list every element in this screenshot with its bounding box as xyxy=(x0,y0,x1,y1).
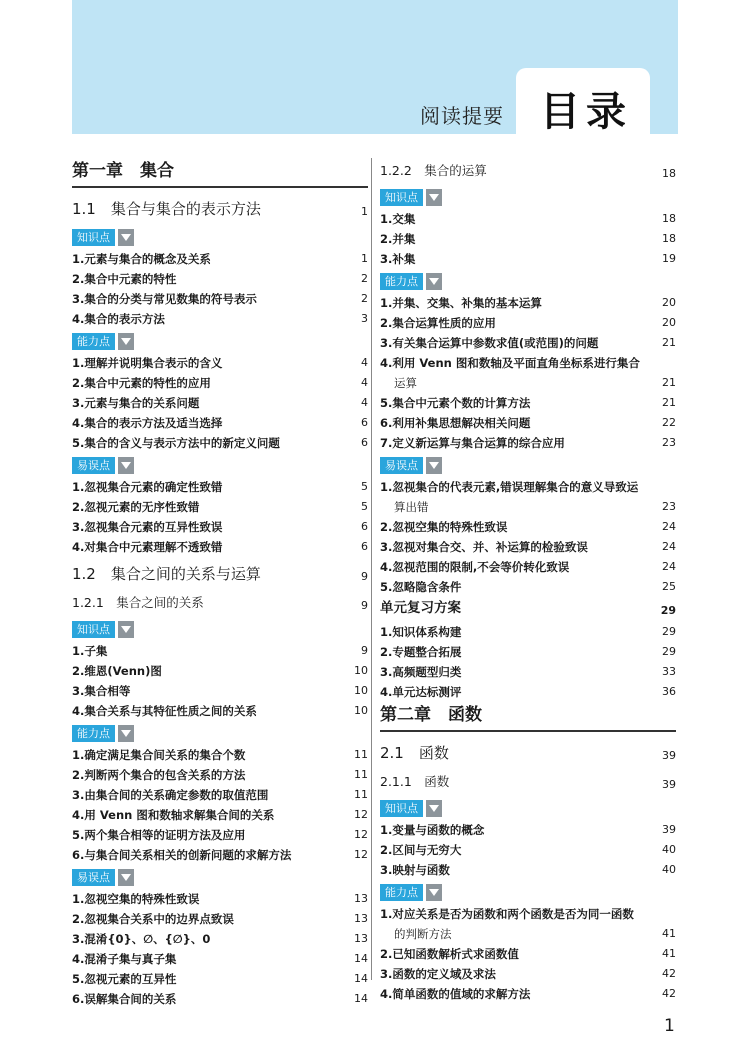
toc-entry-continued[interactable] xyxy=(380,373,676,393)
toc-entry[interactable] xyxy=(380,333,676,353)
entry-title: 1.忽视空集的特殊性致误 xyxy=(72,892,200,906)
entry-page: 12 xyxy=(354,848,368,861)
entry-title: 6.与集合间关系相关的创新问题的求解方法 xyxy=(72,848,292,862)
entry-title: 7.定义新运算与集合运算的综合应用 xyxy=(380,436,565,450)
triangle-down-icon xyxy=(426,800,442,817)
category-tag xyxy=(72,724,368,743)
entry-page: 18 xyxy=(662,212,676,225)
section-heading[interactable] xyxy=(72,196,368,225)
section-heading[interactable] xyxy=(380,740,676,769)
entry-title: 3.忽视集合元素的互异性致误 xyxy=(72,520,223,534)
entry-page: 5 xyxy=(361,500,368,513)
entry-page: 9 xyxy=(361,644,368,657)
toc-entry[interactable] xyxy=(72,661,368,681)
toc-entry[interactable] xyxy=(380,293,676,313)
entry-title: 1.变量与函数的概念 xyxy=(380,823,485,837)
entry-title: 6.利用补集思想解决相关问题 xyxy=(380,416,531,430)
entry-page: 20 xyxy=(662,296,676,309)
entry-title: 2.专题整合拓展 xyxy=(380,645,462,659)
entry-page: 24 xyxy=(662,540,676,553)
entry-page: 40 xyxy=(662,843,676,856)
entry-page: 29 xyxy=(662,625,676,638)
entry-page: 1 xyxy=(361,252,368,265)
entry-title: 5.忽视元素的互异性 xyxy=(72,972,177,986)
banner-subtitle: 阅读提要 xyxy=(420,104,504,128)
entry-title: 4.简单函数的值域的求解方法 xyxy=(380,987,531,1001)
toc-entry[interactable] xyxy=(72,289,368,309)
entry-title: 3.忽视对集合交、并、补运算的检验致误 xyxy=(380,540,588,554)
category-tag xyxy=(380,799,676,818)
toc-entry[interactable] xyxy=(72,825,368,845)
entry-title: 第一章 集合 xyxy=(72,161,174,181)
category-tag xyxy=(380,456,676,475)
toc-entry[interactable] xyxy=(380,209,676,229)
toc-entry[interactable] xyxy=(72,497,368,517)
entry-page: 42 xyxy=(662,967,676,980)
entry-title: 3.由集合间的关系确定参数的取值范围 xyxy=(72,788,269,802)
entry-page: 11 xyxy=(354,748,368,761)
entry-title: 3.函数的定义域及求法 xyxy=(380,967,496,981)
entry-title: 1.2 集合之间的关系与运算 xyxy=(72,565,261,583)
toc-entry[interactable] xyxy=(72,929,368,949)
triangle-down-icon xyxy=(426,189,442,206)
entry-title: 1.忽视集合的代表元素,错误理解集合的意义导致运 xyxy=(380,480,639,494)
entry-title: 3.混淆{0}、∅、{∅}、0 xyxy=(72,932,211,946)
toc-entry[interactable] xyxy=(72,805,368,825)
entry-title: 1.元素与集合的概念及关系 xyxy=(72,252,211,266)
entry-page: 10 xyxy=(354,704,368,717)
toc-entry[interactable] xyxy=(380,944,676,964)
triangle-down-icon xyxy=(118,333,134,350)
entry-page: 21 xyxy=(662,336,676,349)
toc-entry[interactable] xyxy=(380,820,676,840)
toc-entry[interactable] xyxy=(380,682,676,702)
category-tag-label: 能力点 xyxy=(380,884,423,901)
entry-title: 4.集合的表示方法 xyxy=(72,312,165,326)
toc-entry[interactable] xyxy=(380,662,676,682)
entry-page: 21 xyxy=(662,376,676,389)
entry-page: 13 xyxy=(354,912,368,925)
toc-entry[interactable] xyxy=(72,949,368,969)
category-tag xyxy=(72,228,368,247)
category-tag xyxy=(380,272,676,291)
toc-right-column xyxy=(380,158,676,1004)
entry-title: 4.混淆子集与真子集 xyxy=(72,952,177,966)
entry-page: 11 xyxy=(354,788,368,801)
toc-entry[interactable] xyxy=(380,964,676,984)
toc-entry[interactable] xyxy=(72,909,368,929)
entry-title: 1.忽视集合元素的确定性致错 xyxy=(72,480,223,494)
triangle-down-icon xyxy=(426,884,442,901)
entry-title: 5.忽略隐含条件 xyxy=(380,580,462,594)
entry-page: 36 xyxy=(662,685,676,698)
entry-page: 6 xyxy=(361,520,368,533)
entry-title: 的判断方法 xyxy=(394,927,452,941)
entry-title: 1.确定满足集合间关系的集合个数 xyxy=(72,748,246,762)
entry-page: 6 xyxy=(361,436,368,449)
entry-page: 13 xyxy=(354,932,368,945)
entry-title: 1.对应关系是否为函数和两个函数是否为同一函数 xyxy=(380,907,634,921)
toc-entry[interactable] xyxy=(380,577,676,597)
toc-entry[interactable] xyxy=(380,537,676,557)
entry-title: 4.利用 Venn 图和数轴及平面直角坐标系进行集合 xyxy=(380,356,640,370)
toc-entry[interactable] xyxy=(380,984,676,1004)
entry-page: 29 xyxy=(660,604,676,617)
entry-page: 29 xyxy=(662,645,676,658)
entry-title: 4.对集合中元素理解不透致错 xyxy=(72,540,223,554)
toc-entry[interactable] xyxy=(380,642,676,662)
entry-title: 3.有关集合运算中参数求值(或范围)的问题 xyxy=(380,336,599,350)
toc-entry[interactable] xyxy=(72,517,368,537)
toc-entry[interactable] xyxy=(380,622,676,642)
category-tag xyxy=(72,868,368,887)
category-tag xyxy=(72,620,368,639)
entry-page: 41 xyxy=(662,927,676,940)
chapter-heading[interactable] xyxy=(380,702,676,732)
entry-page: 6 xyxy=(361,416,368,429)
entry-title: 1.交集 xyxy=(380,212,416,226)
triangle-down-icon xyxy=(118,725,134,742)
toc-entry[interactable] xyxy=(380,249,676,269)
triangle-down-icon xyxy=(118,229,134,246)
toc-entry[interactable] xyxy=(72,477,368,497)
toc-entry[interactable] xyxy=(380,393,676,413)
entry-page: 23 xyxy=(662,500,676,513)
entry-page: 25 xyxy=(662,580,676,593)
entry-title: 2.忽视空集的特殊性致误 xyxy=(380,520,508,534)
toc-entry[interactable] xyxy=(380,229,676,249)
category-tag-label: 能力点 xyxy=(380,273,423,290)
entry-title: 2.判断两个集合的包含关系的方法 xyxy=(72,768,246,782)
toc-entry[interactable] xyxy=(380,433,676,453)
toc-entry[interactable] xyxy=(380,413,676,433)
entry-page: 6 xyxy=(361,540,368,553)
subsection-heading[interactable] xyxy=(380,771,676,796)
toc-entry[interactable] xyxy=(72,433,368,453)
entry-page: 12 xyxy=(354,828,368,841)
category-tag-label: 能力点 xyxy=(72,333,115,350)
entry-title: 1.理解并说明集合表示的含义 xyxy=(72,356,223,370)
toc-entry[interactable] xyxy=(72,785,368,805)
entry-title: 2.1 函数 xyxy=(380,744,449,762)
toc-entry[interactable] xyxy=(72,393,368,413)
entry-page: 4 xyxy=(361,356,368,369)
toc-entry[interactable] xyxy=(72,989,368,1009)
subsection-heading[interactable] xyxy=(380,160,676,185)
category-tag-label: 知识点 xyxy=(380,189,423,206)
entry-page: 22 xyxy=(662,416,676,429)
toc-entry-continued[interactable] xyxy=(380,497,676,517)
toc-entry[interactable] xyxy=(380,517,676,537)
entry-page: 3 xyxy=(361,312,368,325)
column-divider xyxy=(371,158,372,980)
entry-title: 5.集合的含义与表示方法中的新定义问题 xyxy=(72,436,280,450)
entry-title: 4.单元达标测评 xyxy=(380,685,462,699)
toc-entry[interactable] xyxy=(72,765,368,785)
category-tag-label: 易误点 xyxy=(72,869,115,886)
entry-title: 2.区间与无穷大 xyxy=(380,843,462,857)
entry-page: 39 xyxy=(662,823,676,836)
entry-page: 18 xyxy=(662,232,676,245)
entry-page: 10 xyxy=(354,684,368,697)
entry-title: 2.集合中元素的特性 xyxy=(72,272,177,286)
entry-page: 19 xyxy=(662,252,676,265)
toc-entry[interactable] xyxy=(72,701,368,721)
entry-title: 1.2.1 集合之间的关系 xyxy=(72,595,204,610)
entry-page: 9 xyxy=(361,570,368,583)
entry-page: 9 xyxy=(361,599,368,612)
triangle-down-icon xyxy=(118,457,134,474)
toc-entry[interactable] xyxy=(72,413,368,433)
entry-page: 20 xyxy=(662,316,676,329)
toc-entry[interactable] xyxy=(72,353,368,373)
toc-entry[interactable] xyxy=(72,641,368,661)
entry-title: 2.集合运算性质的应用 xyxy=(380,316,496,330)
triangle-down-icon xyxy=(426,457,442,474)
category-tag xyxy=(72,332,368,351)
entry-page: 18 xyxy=(662,167,676,180)
toc-entry[interactable] xyxy=(72,537,368,557)
entry-title: 1.子集 xyxy=(72,644,108,658)
entry-title: 3.映射与函数 xyxy=(380,863,450,877)
category-tag-label: 易误点 xyxy=(380,457,423,474)
entry-title: 3.集合相等 xyxy=(72,684,131,698)
entry-title: 3.集合的分类与常见数集的符号表示 xyxy=(72,292,257,306)
entry-title: 3.高频题型归类 xyxy=(380,665,462,679)
toc-entry[interactable] xyxy=(72,745,368,765)
triangle-down-icon xyxy=(118,621,134,638)
chapter-heading[interactable] xyxy=(72,158,368,188)
toc-entry[interactable] xyxy=(380,840,676,860)
toc-entry[interactable] xyxy=(380,313,676,333)
entry-page: 14 xyxy=(354,952,368,965)
entry-page: 13 xyxy=(354,892,368,905)
toc-entry[interactable] xyxy=(72,309,368,329)
subsection-heading[interactable] xyxy=(72,592,368,617)
toc-entry[interactable] xyxy=(380,860,676,880)
category-tag-label: 能力点 xyxy=(72,725,115,742)
entry-title: 5.两个集合相等的证明方法及应用 xyxy=(72,828,246,842)
entry-title: 2.集合中元素的特性的应用 xyxy=(72,376,211,390)
toc-entry[interactable] xyxy=(72,373,368,393)
toc-left-column xyxy=(72,158,368,1009)
entry-page: 40 xyxy=(662,863,676,876)
entry-title: 4.集合关系与其特征性质之间的关系 xyxy=(72,704,257,718)
entry-title: 单元复习方案 xyxy=(380,600,461,616)
toc-entry[interactable] xyxy=(72,889,368,909)
entry-page: 2 xyxy=(361,272,368,285)
entry-title: 2.已知函数解析式求函数值 xyxy=(380,947,519,961)
entry-title: 4.忽视范围的限制,不会等价转化致误 xyxy=(380,560,570,574)
entry-page: 14 xyxy=(354,992,368,1005)
toc-entry[interactable] xyxy=(72,845,368,865)
entry-title: 4.集合的表示方法及适当选择 xyxy=(72,416,223,430)
entry-page: 11 xyxy=(354,768,368,781)
category-tag-label: 知识点 xyxy=(72,229,115,246)
entry-page: 4 xyxy=(361,396,368,409)
entry-title: 6.误解集合间的关系 xyxy=(72,992,177,1006)
entry-title: 3.补集 xyxy=(380,252,416,266)
toc-entry[interactable] xyxy=(380,353,676,373)
entry-title: 2.并集 xyxy=(380,232,416,246)
entry-title: 第二章 函数 xyxy=(380,705,482,725)
entry-page: 14 xyxy=(354,972,368,985)
entry-page: 12 xyxy=(354,808,368,821)
toc-entry[interactable] xyxy=(72,249,368,269)
entry-title: 1.2.2 集合的运算 xyxy=(380,163,487,178)
entry-title: 2.忽视元素的无序性致错 xyxy=(72,500,200,514)
toc-entry[interactable] xyxy=(380,904,676,924)
entry-page: 39 xyxy=(662,778,676,791)
category-tag xyxy=(380,883,676,902)
entry-page: 21 xyxy=(662,396,676,409)
entry-page: 41 xyxy=(662,947,676,960)
entry-title: 1.1 集合与集合的表示方法 xyxy=(72,200,261,218)
entry-page: 5 xyxy=(361,480,368,493)
category-tag-label: 知识点 xyxy=(72,621,115,638)
toc-entry[interactable] xyxy=(380,557,676,577)
category-tag xyxy=(72,456,368,475)
toc-entry-continued[interactable] xyxy=(380,924,676,944)
entry-page: 39 xyxy=(662,749,676,762)
entry-title: 4.用 Venn 图和数轴求解集合间的关系 xyxy=(72,808,275,822)
entry-title: 算出错 xyxy=(394,500,429,514)
triangle-down-icon xyxy=(118,869,134,886)
toc-entry[interactable] xyxy=(72,269,368,289)
entry-page: 1 xyxy=(361,205,368,218)
section-heading[interactable] xyxy=(72,561,368,590)
entry-page: 42 xyxy=(662,987,676,1000)
unit-heading[interactable] xyxy=(380,597,676,622)
triangle-down-icon xyxy=(426,273,442,290)
entry-page: 23 xyxy=(662,436,676,449)
entry-page: 10 xyxy=(354,664,368,677)
entry-title: 5.集合中元素个数的计算方法 xyxy=(380,396,531,410)
entry-title: 3.元素与集合的关系问题 xyxy=(72,396,200,410)
page-number: 1 xyxy=(664,1016,675,1036)
toc-entry[interactable] xyxy=(72,681,368,701)
entry-page: 33 xyxy=(662,665,676,678)
entry-title: 2.维恩(Venn)图 xyxy=(72,664,162,678)
entry-page: 24 xyxy=(662,560,676,573)
toc-entry[interactable] xyxy=(380,477,676,497)
entry-page: 24 xyxy=(662,520,676,533)
entry-title: 2.忽视集合关系中的边界点致误 xyxy=(72,912,234,926)
entry-title: 1.知识体系构建 xyxy=(380,625,462,639)
category-tag-label: 易误点 xyxy=(72,457,115,474)
toc-entry[interactable] xyxy=(72,969,368,989)
entry-page: 2 xyxy=(361,292,368,305)
entry-title: 1.并集、交集、补集的基本运算 xyxy=(380,296,542,310)
entry-page: 4 xyxy=(361,376,368,389)
entry-title: 2.1.1 函数 xyxy=(380,774,450,789)
entry-title: 运算 xyxy=(394,376,417,390)
page-title: 目录 xyxy=(540,89,632,135)
category-tag xyxy=(380,188,676,207)
category-tag-label: 知识点 xyxy=(380,800,423,817)
